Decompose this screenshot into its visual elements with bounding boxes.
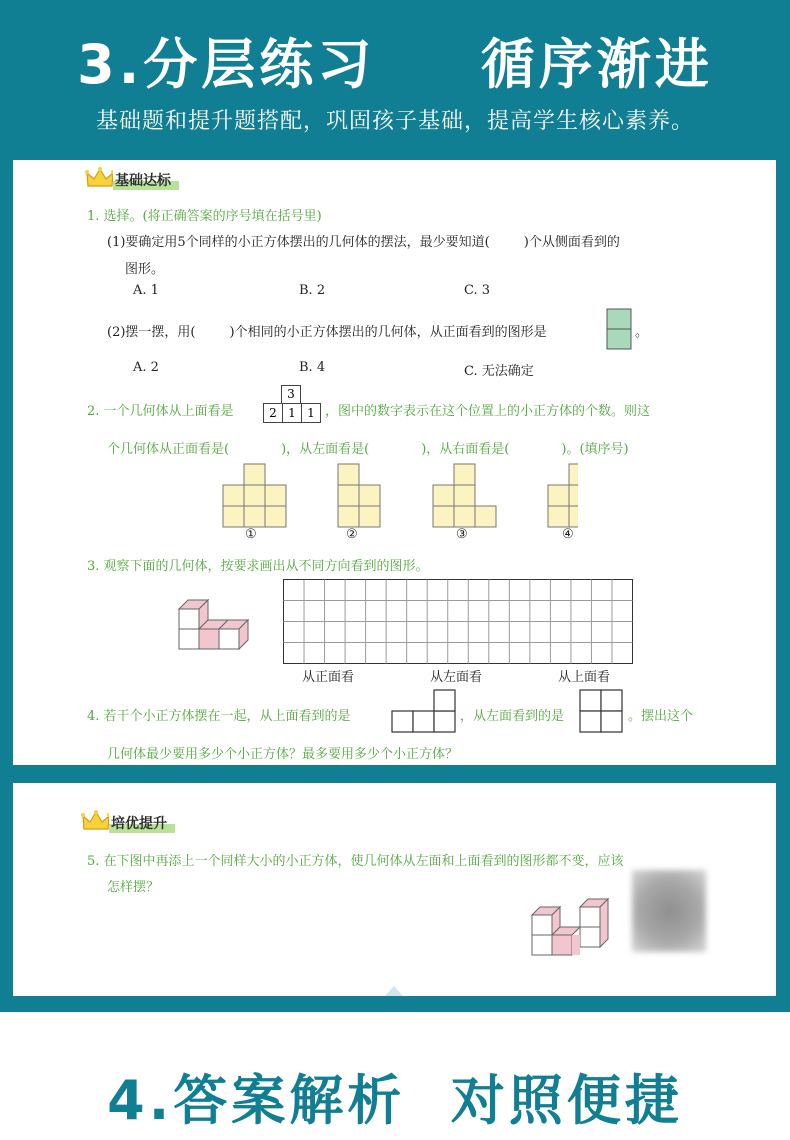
q3-solid-figure [175,597,260,662]
q1-p1-option-a: A. 1 [133,283,159,298]
q2-figures [218,460,578,545]
badge-basic [85,166,179,190]
badge-advanced-label: 培优提升 [109,813,175,833]
q1-p1-option-b: B. 2 [299,283,326,298]
q3-stem: 3. 观察下面的几何体，按要求画出从不同方向看到的图形。 [87,559,429,574]
q5-solid-figure [528,895,628,961]
q1-p1-line2: 图形。 [125,262,165,277]
grid-label-left: 从左面看 [430,670,483,685]
front-view-figure [606,308,632,350]
q2-line2: 个几何体从正面看是( )，从左面看是( )，从右面看是( )。(填序号) [107,442,629,457]
q5-line2: 怎样摆？ [107,880,160,895]
q1-p2-option-c: C. 无法确定 [464,364,534,379]
q4-line1-b: ，从左面看到的是 [460,709,565,724]
q1-stem: 1. 选择。(将正确答案的序号填在括号里) [87,209,322,224]
figure-label-2: ② [346,527,358,542]
top-view-cell: 2 [263,403,283,423]
q4-line2: 几何体最少要用多少个小正方体？最多要用多少个小正方体？ [107,747,459,762]
q1-p1-line1: (1)要确定用5个同样的小正方体摆出的几何体的摆法，最少要知道( )个从侧面看到的 [107,235,620,250]
grid-label-top: 从上面看 [558,670,611,685]
section-title: 3.分层练习 循序渐进 [77,33,713,96]
next-section-title: 4.答案解析 对照便捷 [107,1069,683,1132]
crown-icon [81,809,111,833]
blurred-qr-code [632,870,706,952]
q1-p2-line: (2)摆一摆，用( )个相同的小正方体摆出的几何体，从正面看到的图形是 [107,325,547,340]
section-subtitle: 基础题和提升题搭配，巩固孩子基础，提高学生核心素养。 [95,109,694,134]
scroll-indicator-icon [385,986,403,996]
top-view-cell: 3 [281,385,301,404]
top-view-cell: 1 [301,403,321,423]
crown-icon [85,166,115,190]
figure-label-4: ④ [562,527,574,542]
q5-line1: 5. 在下图中再添上一个同样大小的小正方体，使几何体从左面和上面看到的图形都不变，应该 [87,854,624,869]
q4-line1-a: 4. 若干个小正方体摆在一起，从上面看到的是 [87,709,351,724]
q2-line1-a: 2. 一个几何体从上面看是 [87,404,234,419]
top-view-cell: 1 [282,403,302,423]
q4-left-view-figure [579,687,625,735]
q4-top-view-figure [391,687,457,735]
badge-basic-label: 基础达标 [113,170,179,190]
drawing-grid [283,579,635,666]
grid-label-front: 从正面看 [302,670,355,685]
figure-label-3: ③ [456,527,468,542]
q1-p1-option-c: C. 3 [464,283,491,298]
q1-p2-option-b: B. 4 [299,360,326,375]
q1-p2-end: 。 [635,325,649,340]
figure-label-1: ① [245,527,257,542]
basic-practice-panel [13,160,776,765]
q1-p2-option-a: A. 2 [133,360,159,375]
q4-line1-c: 。摆出这个 [628,709,694,724]
badge-advanced [81,809,175,833]
q2-line1-b: ，图中的数字表示在这个位置上的小正方体的个数。则这 [325,404,651,419]
